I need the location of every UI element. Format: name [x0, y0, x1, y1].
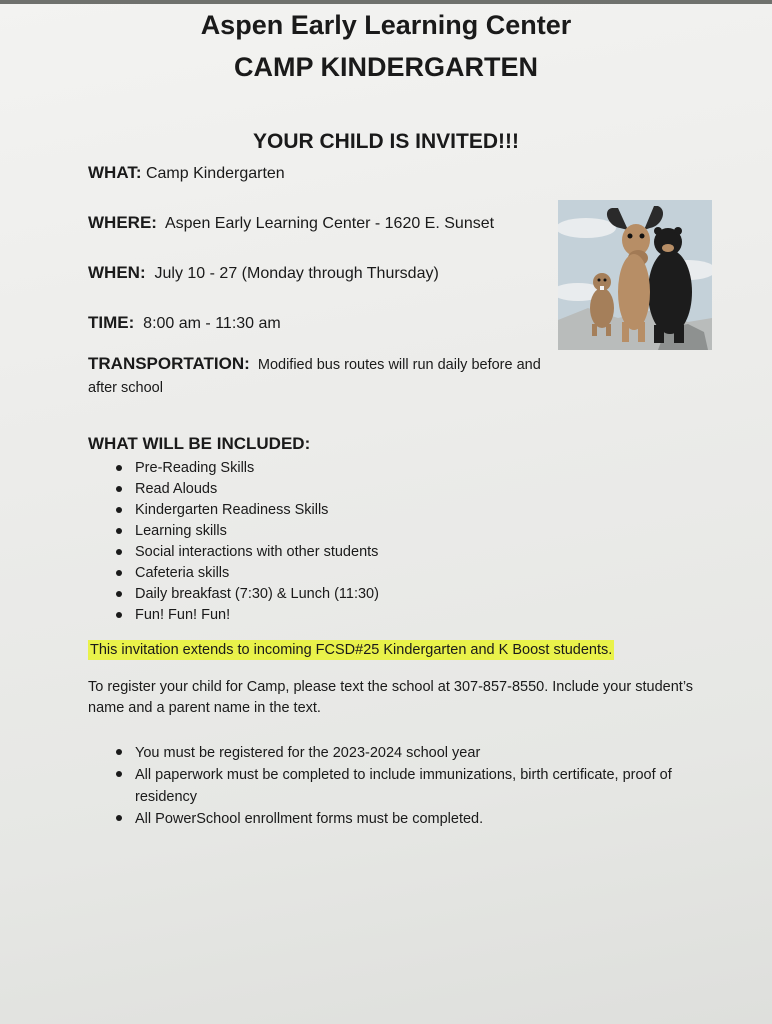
list-item: Fun! Fun! Fun! [112, 605, 379, 626]
included-list [112, 458, 379, 626]
highlighted-notice: This invitation extends to incoming FCSD#25 Kindergarten and K Boost students. [90, 642, 613, 658]
list-item: Kindergarten Readiness Skills [112, 500, 379, 521]
list-item: Daily breakfast (7:30) & Lunch (11:30) [112, 584, 379, 605]
list-item: Cafeteria skills [112, 563, 379, 584]
when-value: July 10 - 27 (Monday through Thursday) [154, 265, 439, 282]
transportation-row [88, 352, 558, 400]
where-label: WHERE: [88, 213, 157, 232]
registration-text: To register your child for Camp, please text the school at 307-857-8550. Include your student’s name and a parent name in the text. [88, 679, 694, 716]
transportation-value: Modified bus routes will run daily before and after school [88, 357, 541, 396]
time-label: TIME: [88, 313, 135, 332]
requirements-list [112, 742, 712, 830]
when-label: WHEN: [88, 263, 146, 282]
page-subtitle: CAMP KINDERGARTEN [233, 52, 538, 82]
time-row [88, 313, 281, 333]
included-heading: WHAT WILL BE INCLUDED: [88, 434, 311, 453]
list-item: Social interactions with other students [112, 542, 379, 563]
list-item: Pre-Reading Skills [112, 458, 379, 479]
invite-heading: YOUR CHILD IS INVITED!!! [253, 130, 519, 153]
transportation-label: TRANSPORTATION: [88, 354, 250, 373]
where-value: Aspen Early Learning Center - 1620 E. Sunset [164, 215, 495, 232]
list-item: Learning skills [112, 521, 379, 542]
time-value: 8:00 am - 11:30 am [143, 315, 281, 332]
list-item: Read Alouds [112, 479, 379, 500]
page-title: Aspen Early Learning Center [200, 10, 572, 40]
list-item: You must be registered for the 2023-2024 school year [112, 742, 712, 764]
list-item: All PowerSchool enrollment forms must be completed. [112, 808, 712, 830]
page-top-edge [0, 0, 772, 4]
what-label: WHAT: [88, 163, 142, 182]
what-row [88, 163, 285, 183]
mascots-icon [558, 200, 712, 350]
what-value: Camp Kindergarten [145, 165, 285, 182]
where-row [88, 213, 494, 233]
mascots-illustration [558, 200, 712, 350]
list-item: All paperwork must be completed to include immunizations, birth certificate, proof of residency [112, 764, 712, 808]
when-row [88, 263, 439, 283]
